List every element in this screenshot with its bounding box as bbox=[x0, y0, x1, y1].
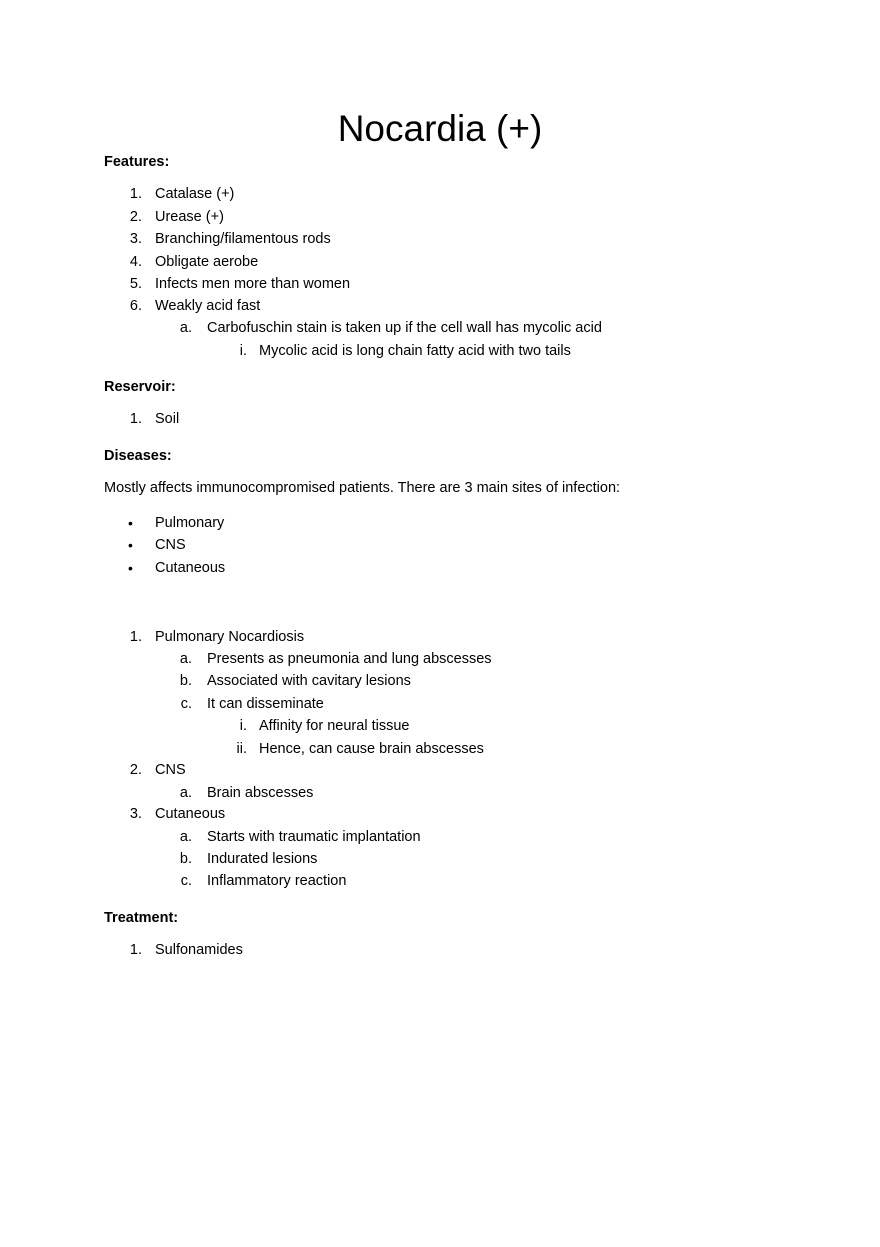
list-item-text: Pulmonary Nocardiosis bbox=[155, 629, 305, 645]
list-marker: 3. bbox=[129, 806, 142, 822]
list-item-text: Presents as pneumonia and lung abscesses bbox=[207, 651, 492, 667]
list-item-text: Brain abscesses bbox=[207, 785, 314, 801]
list-marker: 1. bbox=[129, 629, 142, 645]
list-item-text: CNS bbox=[155, 762, 186, 778]
diseases-intro: Mostly affects immunocompromised patients. There are 3 main sites of infection: bbox=[104, 480, 621, 496]
reservoir-heading: Reservoir: bbox=[104, 379, 176, 395]
list-item-text: Indurated lesions bbox=[207, 851, 318, 867]
list-item-text: Hence, can cause brain abscesses bbox=[259, 741, 484, 757]
list-marker: 1. bbox=[129, 186, 142, 202]
list-marker: 6. bbox=[129, 298, 142, 314]
list-marker: 5. bbox=[129, 276, 142, 292]
list-marker: a. bbox=[179, 829, 192, 845]
list-marker: i. bbox=[239, 718, 247, 734]
list-item-text: Branching/filamentous rods bbox=[155, 231, 331, 247]
treatment-heading: Treatment: bbox=[104, 910, 179, 926]
list-marker: i. bbox=[239, 343, 247, 359]
list-marker: c. bbox=[180, 873, 192, 889]
list-item-text: Catalase (+) bbox=[155, 186, 235, 202]
list-marker: 1. bbox=[129, 942, 142, 958]
bullet-dot: • bbox=[128, 537, 133, 553]
list-marker: 4. bbox=[129, 254, 142, 270]
list-marker: a. bbox=[179, 651, 192, 667]
list-item-text: CNS bbox=[155, 537, 186, 553]
list-item-text: Cutaneous bbox=[155, 560, 226, 576]
list-marker: b. bbox=[179, 851, 192, 867]
list-item-text: Weakly acid fast bbox=[155, 298, 261, 314]
page-title: Nocardia (+) bbox=[337, 108, 543, 149]
list-item-text: Affinity for neural tissue bbox=[259, 718, 410, 734]
features-heading: Features: bbox=[104, 154, 170, 170]
list-item-text: Cutaneous bbox=[155, 806, 226, 822]
list-marker: a. bbox=[179, 785, 192, 801]
bullet-dot: • bbox=[128, 515, 133, 531]
list-item-text: Infects men more than women bbox=[155, 276, 351, 292]
list-marker: 3. bbox=[129, 231, 142, 247]
list-marker: 1. bbox=[129, 411, 142, 427]
list-marker: a. bbox=[179, 320, 192, 336]
list-item-text: Inflammatory reaction bbox=[207, 873, 347, 889]
list-item-text: It can disseminate bbox=[207, 696, 324, 712]
list-marker: b. bbox=[179, 673, 192, 689]
list-marker: ii. bbox=[236, 741, 247, 757]
diseases-heading: Diseases: bbox=[104, 448, 172, 464]
list-item-text: Carbofuschin stain is taken up if the cell wall has mycolic acid bbox=[207, 320, 602, 336]
list-item-text: Soil bbox=[155, 411, 180, 427]
list-item-text: Sulfonamides bbox=[155, 942, 243, 958]
list-item-text: Urease (+) bbox=[155, 209, 224, 225]
bullet-dot: • bbox=[128, 560, 133, 576]
list-item-text: Pulmonary bbox=[155, 515, 225, 531]
list-item-text: Obligate aerobe bbox=[155, 254, 259, 270]
list-item-text: Starts with traumatic implantation bbox=[207, 829, 421, 845]
list-item-text: Mycolic acid is long chain fatty acid with two tails bbox=[259, 343, 571, 359]
list-item-text: Associated with cavitary lesions bbox=[207, 673, 411, 689]
list-marker: c. bbox=[180, 696, 192, 712]
list-marker: 2. bbox=[129, 762, 142, 778]
list-marker: 2. bbox=[129, 209, 142, 225]
